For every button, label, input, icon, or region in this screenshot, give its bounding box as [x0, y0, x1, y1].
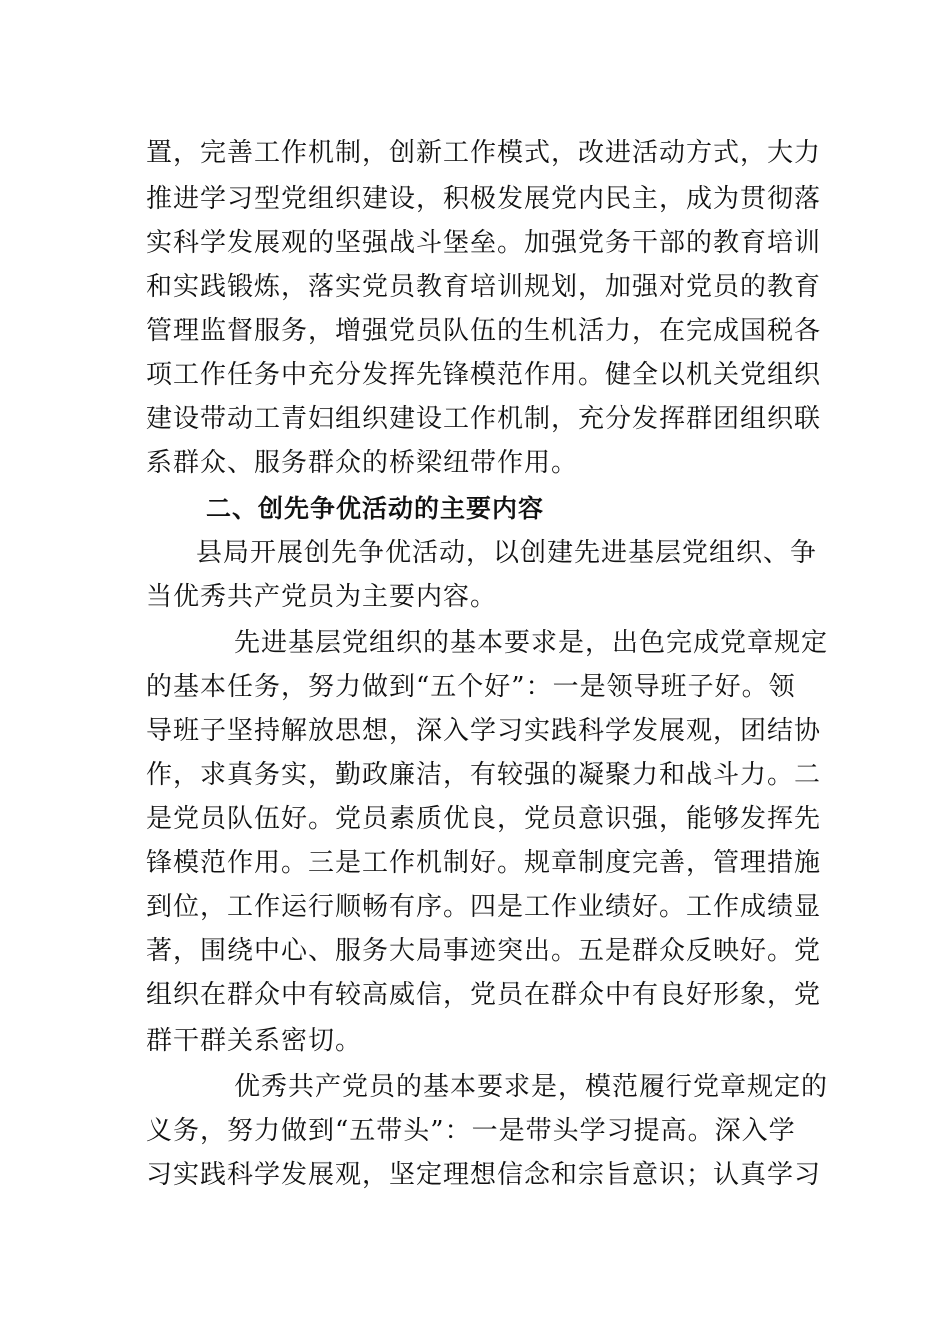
text-line: 管理监督服务，增强党员队伍的生机活力，在完成国税各: [146, 316, 822, 346]
text-line: 优秀共产党员的基本要求是，模范履行党章规定的: [234, 1072, 829, 1102]
text-line: 习实践科学发展观，坚定理想信念和宗旨意识；认真学习: [146, 1160, 822, 1190]
text-line: 的基本任务，努力做到“五个好”：一是领导班子好。领: [146, 672, 796, 702]
text-line: 导班子坚持解放思想，深入学习实践科学发展观，团结协: [146, 716, 822, 746]
text-line: 置，完善工作机制，创新工作模式，改进活动方式，大力: [146, 138, 822, 168]
text-line: 组织在群众中有较高威信，党员在群众中有良好形象，党: [146, 980, 822, 1010]
text-line: 推进学习型党组织建设，积极发展党内民主，成为贯彻落: [146, 184, 822, 214]
section-heading: 二、创先争优活动的主要内容: [206, 494, 545, 523]
text-line: 系群众、服务群众的桥梁纽带作用。: [146, 448, 579, 478]
text-line: 项工作任务中充分发挥先锋模范作用。健全以机关党组织: [146, 360, 822, 390]
text-line: 到位，工作运行顺畅有序。四是工作业绩好。工作成绩显: [146, 892, 822, 922]
text-line: 先进基层党组织的基本要求是，出色完成党章规定: [234, 628, 829, 658]
text-line: 义务，努力做到“五带头”：一是带头学习提高。深入学: [146, 1116, 796, 1146]
text-line: 作，求真务实，勤政廉洁，有较强的凝聚力和战斗力。二: [146, 760, 822, 790]
text-line: 是党员队伍好。党员素质优良，党员意识强，能够发挥先: [146, 804, 822, 834]
text-line: 群干群关系密切。: [146, 1026, 363, 1056]
text-line: 县局开展创先争优活动，以创建先进基层党组织、争: [196, 538, 818, 568]
text-line: 实科学发展观的坚强战斗堡垒。加强党务干部的教育培训: [146, 228, 822, 258]
text-line: 锋模范作用。三是工作机制好。规章制度完善，管理措施: [146, 848, 822, 878]
text-line: 当优秀共产党员为主要内容。: [146, 582, 498, 612]
text-line: 建设带动工青妇组织建设工作机制，充分发挥群团组织联: [146, 404, 822, 434]
text-line: 和实践锻炼，落实党员教育培训规划，加强对党员的教育: [146, 272, 822, 302]
text-line: 著，围绕中心、服务大局事迹突出。五是群众反映好。党: [146, 936, 822, 966]
